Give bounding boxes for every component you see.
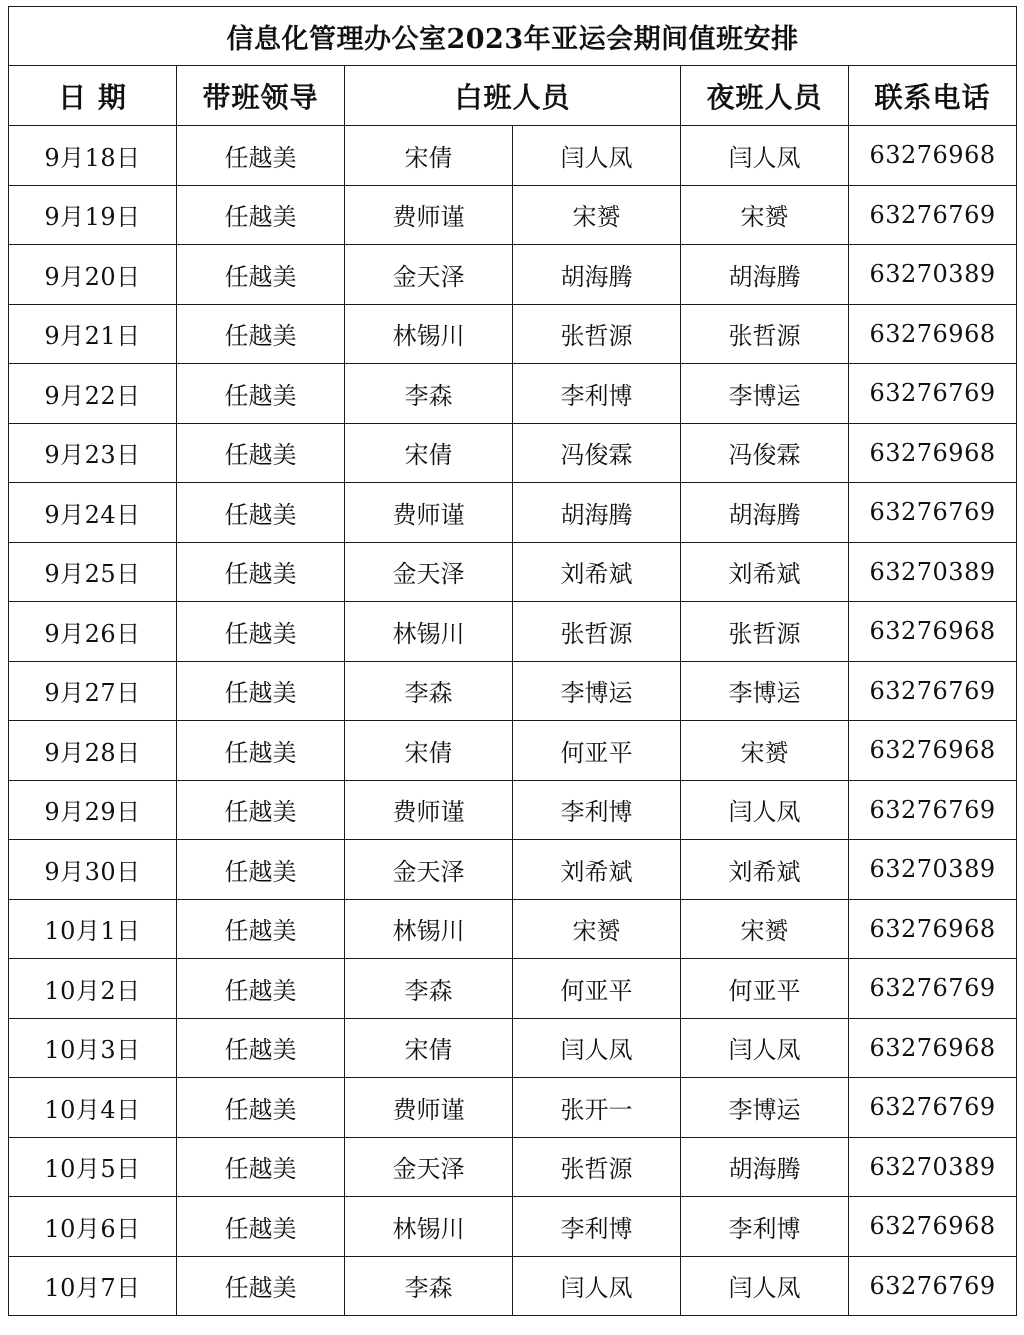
date-cell: 9月22日 <box>9 364 177 424</box>
leader-cell: 任越美 <box>177 364 345 424</box>
night-staff-cell: 李博运 <box>681 364 849 424</box>
table-row <box>9 1078 1017 1138</box>
table-row <box>9 661 1017 721</box>
day-staff-2-cell: 张哲源 <box>513 304 681 364</box>
header-date: 日 期 <box>9 66 177 126</box>
table-row <box>9 840 1017 900</box>
phone-cell: 63270389 <box>849 1137 1017 1197</box>
night-staff-cell: 胡海腾 <box>681 1137 849 1197</box>
night-staff-cell: 胡海腾 <box>681 245 849 305</box>
phone-cell: 63270389 <box>849 542 1017 602</box>
date-cell: 9月25日 <box>9 542 177 602</box>
day-staff-2-cell: 张哲源 <box>513 602 681 662</box>
day-staff-2-cell: 李利博 <box>513 1197 681 1257</box>
day-staff-2-cell: 宋赟 <box>513 899 681 959</box>
date-cell: 10月1日 <box>9 899 177 959</box>
day-staff-2-cell: 闫人凤 <box>513 126 681 186</box>
day-staff-2-cell: 闫人凤 <box>513 1256 681 1316</box>
header-night-staff: 夜班人员 <box>681 66 849 126</box>
leader-cell: 任越美 <box>177 185 345 245</box>
day-staff-1-cell: 李森 <box>345 959 513 1019</box>
day-staff-2-cell: 刘希斌 <box>513 840 681 900</box>
date-cell: 9月28日 <box>9 721 177 781</box>
date-cell: 9月18日 <box>9 126 177 186</box>
date-cell: 10月2日 <box>9 959 177 1019</box>
leader-cell: 任越美 <box>177 245 345 305</box>
phone-cell: 63276968 <box>849 899 1017 959</box>
day-staff-1-cell: 宋倩 <box>345 721 513 781</box>
night-staff-cell: 宋赟 <box>681 721 849 781</box>
phone-cell: 63276769 <box>849 780 1017 840</box>
night-staff-cell: 何亚平 <box>681 959 849 1019</box>
night-staff-cell: 李博运 <box>681 661 849 721</box>
table-row <box>9 780 1017 840</box>
table-row <box>9 602 1017 662</box>
phone-cell: 63276968 <box>849 126 1017 186</box>
day-staff-1-cell: 宋倩 <box>345 423 513 483</box>
day-staff-1-cell: 费师谨 <box>345 483 513 543</box>
day-staff-2-cell: 冯俊霖 <box>513 423 681 483</box>
leader-cell: 任越美 <box>177 423 345 483</box>
date-cell: 10月5日 <box>9 1137 177 1197</box>
table-row <box>9 1018 1017 1078</box>
phone-cell: 63276769 <box>849 661 1017 721</box>
phone-cell: 63276968 <box>849 721 1017 781</box>
day-staff-2-cell: 李利博 <box>513 780 681 840</box>
table-row <box>9 959 1017 1019</box>
leader-cell: 任越美 <box>177 1137 345 1197</box>
day-staff-1-cell: 金天泽 <box>345 1137 513 1197</box>
day-staff-1-cell: 林锡川 <box>345 1197 513 1257</box>
leader-cell: 任越美 <box>177 483 345 543</box>
day-staff-1-cell: 李森 <box>345 1256 513 1316</box>
leader-cell: 任越美 <box>177 602 345 662</box>
leader-cell: 任越美 <box>177 721 345 781</box>
table-row <box>9 423 1017 483</box>
day-staff-2-cell: 闫人凤 <box>513 1018 681 1078</box>
night-staff-cell: 张哲源 <box>681 304 849 364</box>
phone-cell: 63276769 <box>849 185 1017 245</box>
date-cell: 9月21日 <box>9 304 177 364</box>
night-staff-cell: 闫人凤 <box>681 126 849 186</box>
leader-cell: 任越美 <box>177 899 345 959</box>
leader-cell: 任越美 <box>177 304 345 364</box>
leader-cell: 任越美 <box>177 126 345 186</box>
phone-cell: 63276769 <box>849 1256 1017 1316</box>
day-staff-2-cell: 宋赟 <box>513 185 681 245</box>
date-cell: 9月27日 <box>9 661 177 721</box>
night-staff-cell: 闫人凤 <box>681 780 849 840</box>
table-row <box>9 364 1017 424</box>
day-staff-2-cell: 何亚平 <box>513 959 681 1019</box>
phone-cell: 63276968 <box>849 1197 1017 1257</box>
day-staff-1-cell: 费师谨 <box>345 185 513 245</box>
leader-cell: 任越美 <box>177 661 345 721</box>
night-staff-cell: 闫人凤 <box>681 1018 849 1078</box>
day-staff-2-cell: 胡海腾 <box>513 245 681 305</box>
table-title: 信息化管理办公室2023年亚运会期间值班安排 <box>9 7 1017 66</box>
day-staff-1-cell: 金天泽 <box>345 245 513 305</box>
table-row <box>9 542 1017 602</box>
date-cell: 9月30日 <box>9 840 177 900</box>
leader-cell: 任越美 <box>177 959 345 1019</box>
duty-schedule-table <box>8 6 1017 1316</box>
night-staff-cell: 宋赟 <box>681 185 849 245</box>
phone-cell: 63276968 <box>849 423 1017 483</box>
phone-cell: 63270389 <box>849 245 1017 305</box>
day-staff-2-cell: 张开一 <box>513 1078 681 1138</box>
day-staff-1-cell: 金天泽 <box>345 542 513 602</box>
day-staff-2-cell: 胡海腾 <box>513 483 681 543</box>
day-staff-1-cell: 金天泽 <box>345 840 513 900</box>
leader-cell: 任越美 <box>177 1197 345 1257</box>
header-phone: 联系电话 <box>849 66 1017 126</box>
table-row <box>9 245 1017 305</box>
day-staff-1-cell: 林锡川 <box>345 304 513 364</box>
date-cell: 9月24日 <box>9 483 177 543</box>
phone-cell: 63276968 <box>849 304 1017 364</box>
leader-cell: 任越美 <box>177 542 345 602</box>
night-staff-cell: 李利博 <box>681 1197 849 1257</box>
day-staff-2-cell: 李利博 <box>513 364 681 424</box>
night-staff-cell: 张哲源 <box>681 602 849 662</box>
date-cell: 10月6日 <box>9 1197 177 1257</box>
day-staff-1-cell: 费师谨 <box>345 780 513 840</box>
night-staff-cell: 李博运 <box>681 1078 849 1138</box>
date-cell: 10月4日 <box>9 1078 177 1138</box>
date-cell: 10月7日 <box>9 1256 177 1316</box>
night-staff-cell: 冯俊霖 <box>681 423 849 483</box>
table-row <box>9 899 1017 959</box>
day-staff-1-cell: 李森 <box>345 364 513 424</box>
phone-cell: 63276769 <box>849 959 1017 1019</box>
leader-cell: 任越美 <box>177 840 345 900</box>
phone-cell: 63276769 <box>849 364 1017 424</box>
night-staff-cell: 刘希斌 <box>681 542 849 602</box>
day-staff-1-cell: 宋倩 <box>345 126 513 186</box>
day-staff-1-cell: 林锡川 <box>345 602 513 662</box>
phone-cell: 63276769 <box>849 483 1017 543</box>
date-cell: 9月23日 <box>9 423 177 483</box>
leader-cell: 任越美 <box>177 780 345 840</box>
day-staff-1-cell: 李森 <box>345 661 513 721</box>
day-staff-1-cell: 林锡川 <box>345 899 513 959</box>
table-row <box>9 1197 1017 1257</box>
phone-cell: 63276968 <box>849 1018 1017 1078</box>
date-cell: 9月20日 <box>9 245 177 305</box>
leader-cell: 任越美 <box>177 1078 345 1138</box>
night-staff-cell: 刘希斌 <box>681 840 849 900</box>
table-row <box>9 1256 1017 1316</box>
day-staff-2-cell: 何亚平 <box>513 721 681 781</box>
header-leader: 带班领导 <box>177 66 345 126</box>
date-cell: 9月19日 <box>9 185 177 245</box>
leader-cell: 任越美 <box>177 1018 345 1078</box>
day-staff-1-cell: 宋倩 <box>345 1018 513 1078</box>
table-row <box>9 483 1017 543</box>
table-row <box>9 126 1017 186</box>
night-staff-cell: 宋赟 <box>681 899 849 959</box>
night-staff-cell: 闫人凤 <box>681 1256 849 1316</box>
day-staff-2-cell: 刘希斌 <box>513 542 681 602</box>
date-cell: 9月26日 <box>9 602 177 662</box>
night-staff-cell: 胡海腾 <box>681 483 849 543</box>
phone-cell: 63270389 <box>849 840 1017 900</box>
day-staff-2-cell: 张哲源 <box>513 1137 681 1197</box>
title-row <box>9 7 1017 66</box>
header-day-staff: 白班人员 <box>345 66 681 126</box>
phone-cell: 63276769 <box>849 1078 1017 1138</box>
table-row <box>9 304 1017 364</box>
day-staff-2-cell: 李博运 <box>513 661 681 721</box>
day-staff-1-cell: 费师谨 <box>345 1078 513 1138</box>
date-cell: 9月29日 <box>9 780 177 840</box>
header-row <box>9 66 1017 126</box>
table-row <box>9 185 1017 245</box>
leader-cell: 任越美 <box>177 1256 345 1316</box>
table-row <box>9 1137 1017 1197</box>
phone-cell: 63276968 <box>849 602 1017 662</box>
date-cell: 10月3日 <box>9 1018 177 1078</box>
table-row <box>9 721 1017 781</box>
